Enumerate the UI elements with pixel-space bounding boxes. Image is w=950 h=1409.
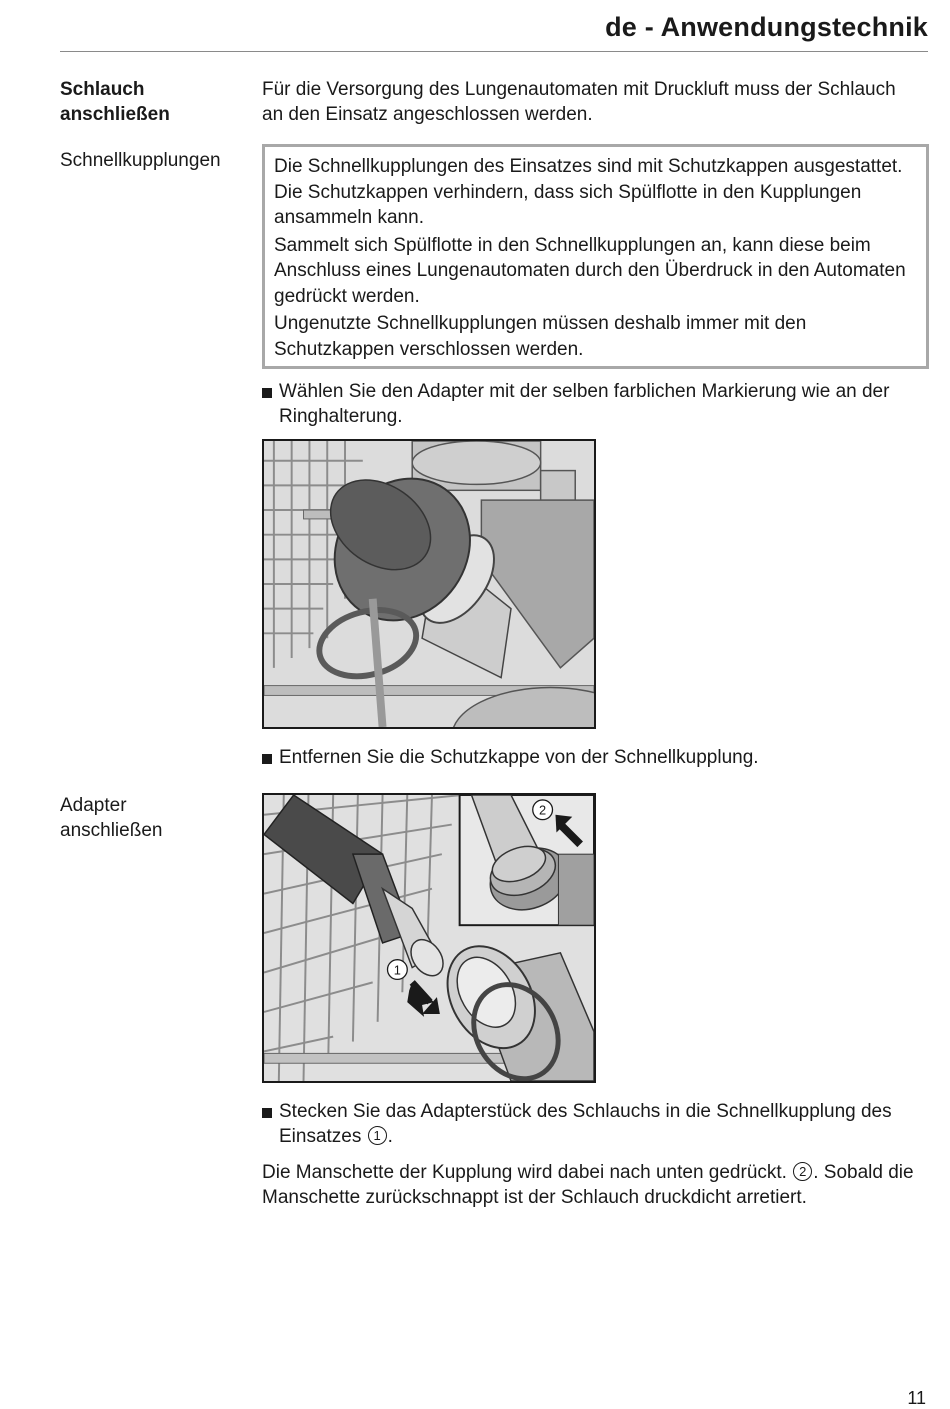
intro-paragraph: Für die Versorgung des Lungenautomaten mit Druckluft muss der Schlauch an den Einsatz angeschlossen werden. xyxy=(262,79,896,125)
header-title: de - Anwendungstechnik xyxy=(605,12,928,42)
circled-ref-2: 2 xyxy=(793,1162,812,1181)
header-rule xyxy=(60,51,928,52)
figure-protective-cap xyxy=(262,439,596,729)
bullet-text: Stecken Sie das Adapterstück des Schlauchs in die Schnellkupplung des Einsatzes xyxy=(279,1101,892,1147)
note-paragraph: Ungenutzte Schnellkupplungen müssen deshalb immer mit den Schutzkappen verschlossen werden. xyxy=(274,313,807,360)
result-text-a: Die Manschette der Kupplung wird dabei nach unten gedrückt. xyxy=(262,1162,787,1183)
note-paragraph: Sammelt sich Spülflotte in den Schnellkupplungen an, kann diese beim Anschluss eines Lungenautomaten durch den Überdruck in den Automaten gedrückt werden. xyxy=(274,234,906,307)
bullet-step-3: Stecken Sie das Adapterstück des Schlauchs in die Schnellkupplung des Einsatzes 1 . xyxy=(262,1099,912,1149)
circled-ref-1: 1 xyxy=(368,1126,387,1145)
callout-1-label: 1 xyxy=(393,962,401,978)
bullet-text: Entfernen Sie die Schutzkappe von der Schnellkupplung. xyxy=(279,747,759,768)
side-title-couplings: Schnellkupplungen xyxy=(60,150,221,171)
note-box xyxy=(262,144,929,369)
bullet-text: Wählen Sie den Adapter mit der selben farblichen Markierung wie an der Ringhalterung. xyxy=(279,381,890,427)
bullet-step-1 xyxy=(262,379,912,429)
side-title-hose: Schlauch anschließen xyxy=(60,79,170,125)
result-text-b: Sobald die Manschette zurückschnappt ist der Schlauch druckdicht arretiert. xyxy=(262,1162,914,1208)
side-title-adapter: Adapter anschließen xyxy=(60,795,163,841)
bullet-step-2 xyxy=(262,745,912,770)
result-paragraph: Die Manschette der Kupplung wird dabei nach unten gedrückt. 2 . Sobald die Manschette zurückschnappt ist der Schlauch druckdicht arretiert. xyxy=(262,1162,914,1208)
callout-2-label: 2 xyxy=(539,802,547,818)
note-paragraph: Die Schnellkupplungen des Einsatzes sind mit Schutzkappen ausgestattet. Die Schutzkappen verhindern, dass sich Spülflotte in den Kupplungen ansammeln kann. xyxy=(274,156,903,228)
bullet-square-icon xyxy=(262,754,272,764)
bullet-square-icon xyxy=(262,388,272,398)
page-number: 11 xyxy=(907,1388,926,1408)
figure-connect-adapter xyxy=(262,793,596,1083)
bullet-square-icon xyxy=(262,1108,272,1118)
